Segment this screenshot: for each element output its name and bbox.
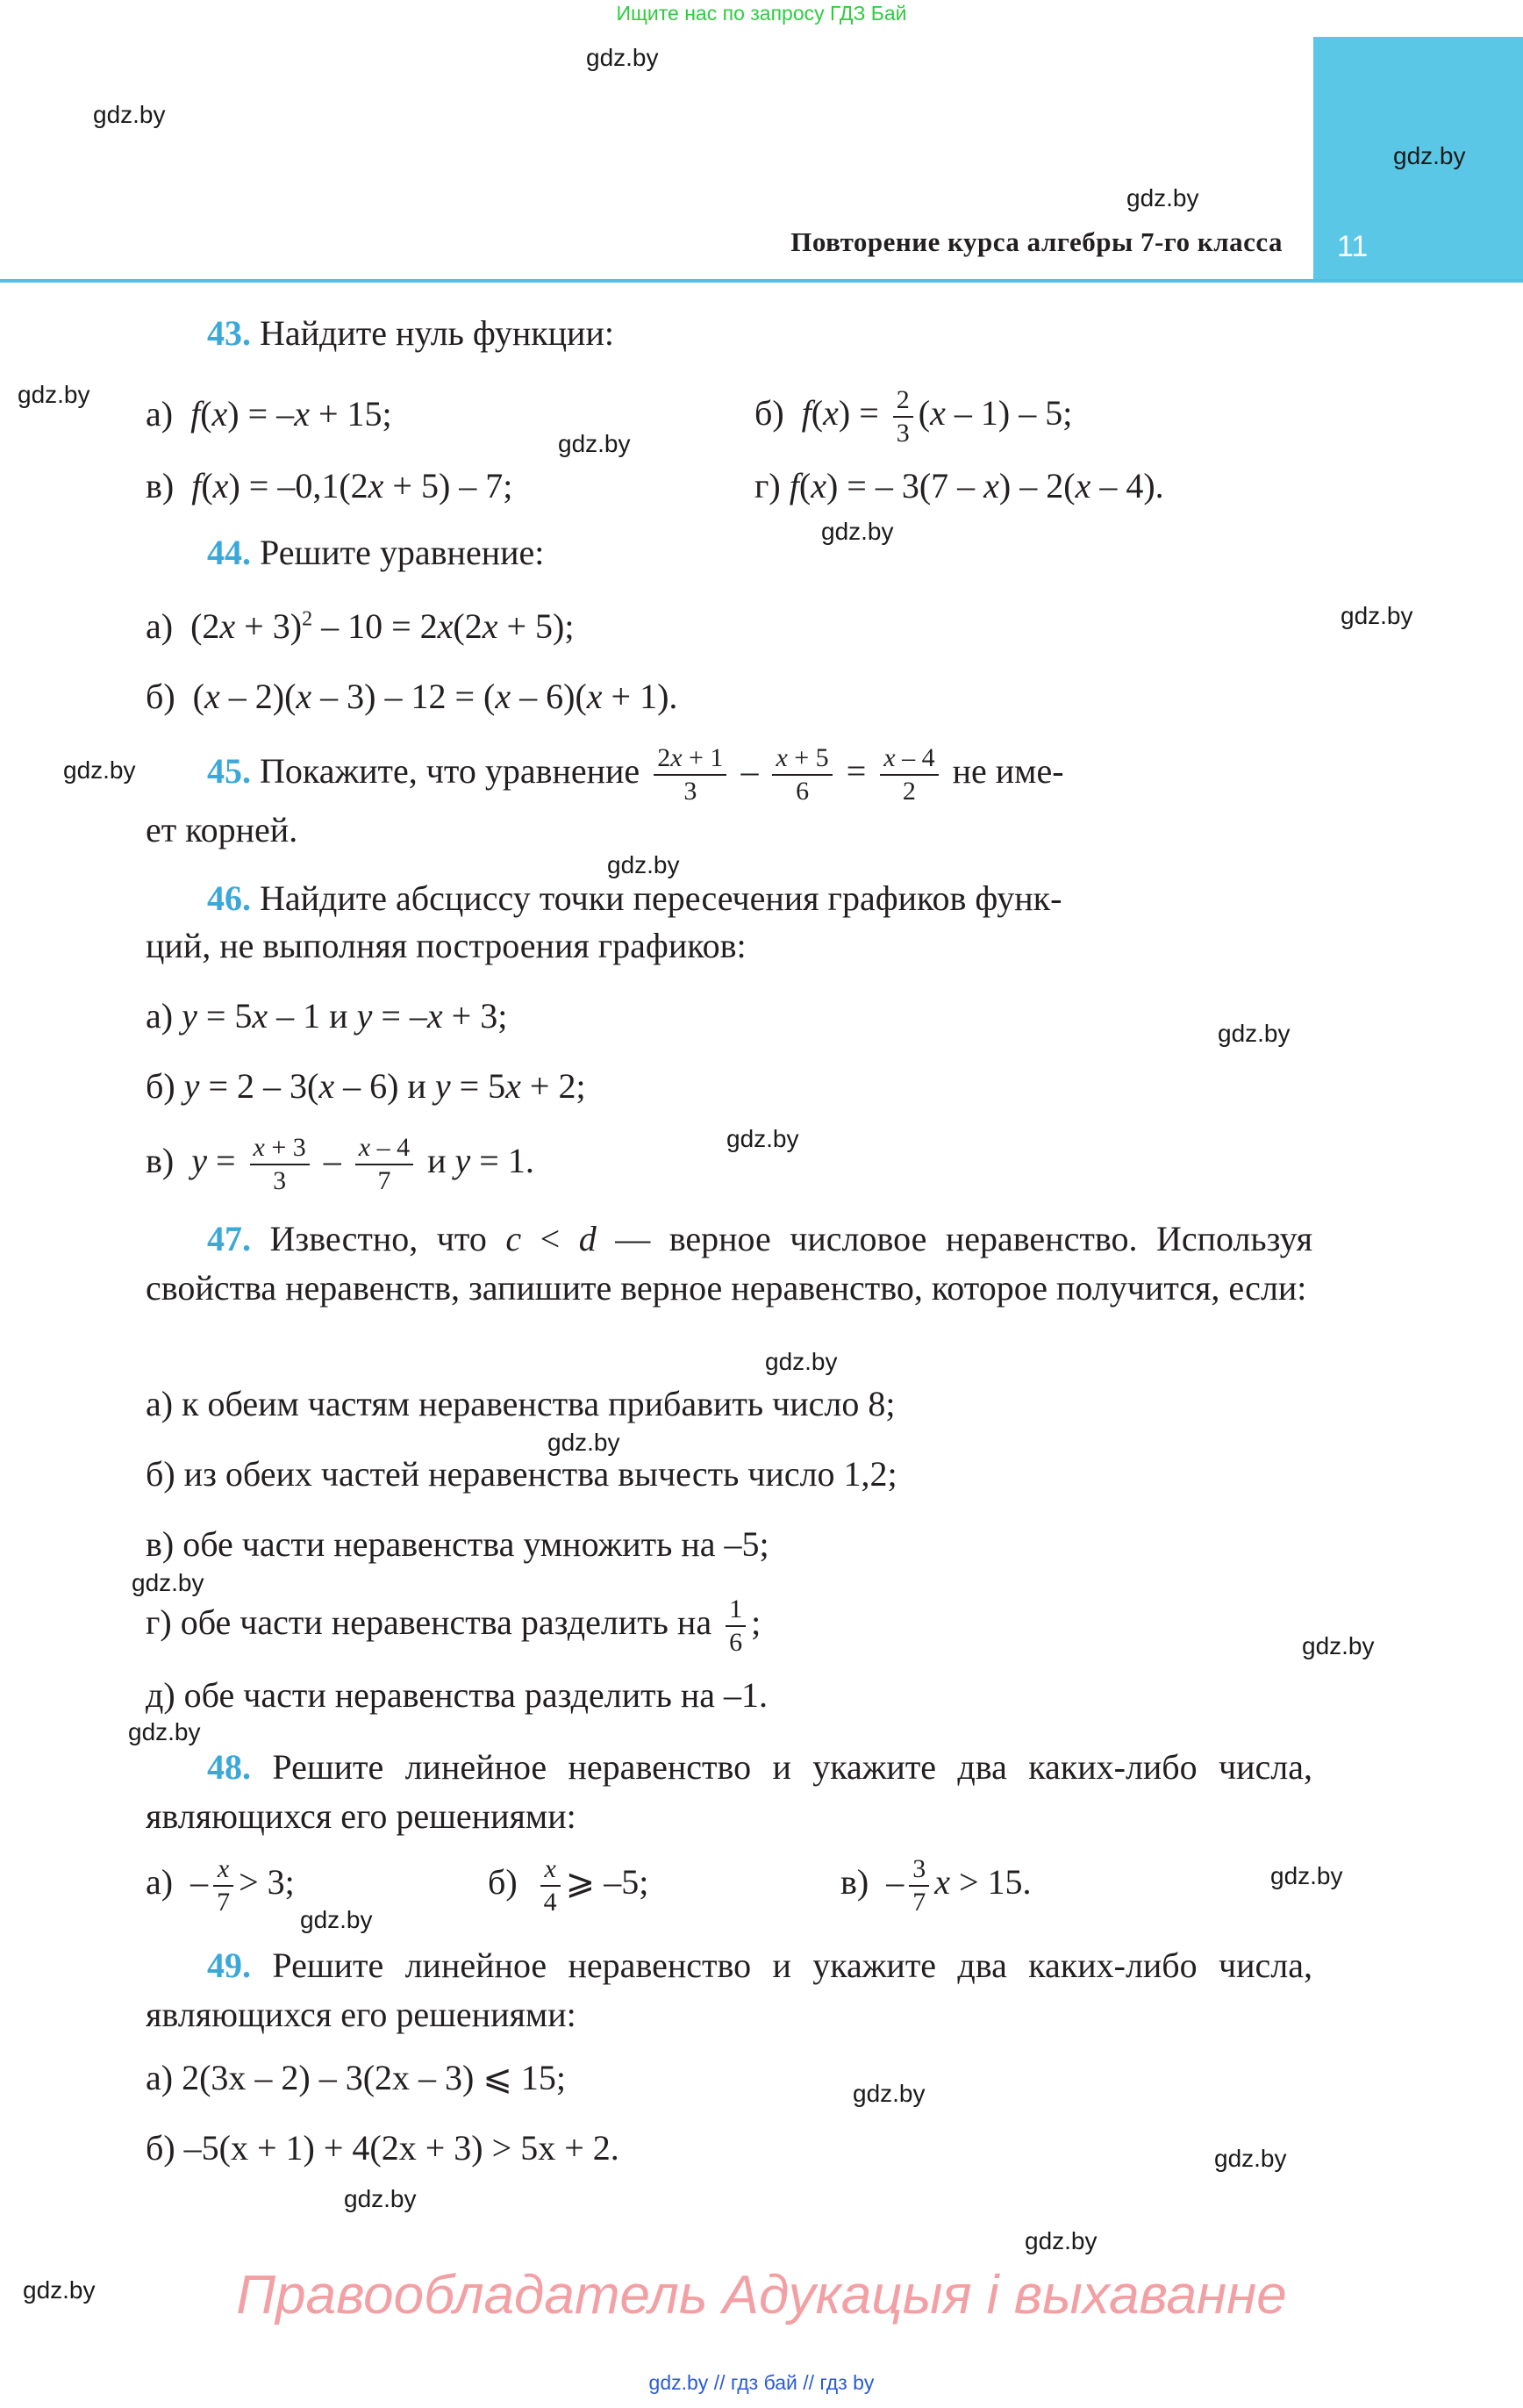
task-44a: а) $(2x + 3)^2 - 10 = 2x(2x + 5)$; [146,606,575,646]
task-43a: а) f(x) = –x + 15; [146,394,392,434]
exercise-number: 45. [207,751,251,792]
task-text: г) обе части неравенства разделить на [146,1602,712,1643]
task-48c: в) – $\frac{3}{7}$ x > 15. [840,1854,1032,1917]
watermark: gdz.by [1218,1020,1291,1047]
page-title: Повторение курса алгебры 7-го класса [790,226,1283,257]
watermark: gdz.by [63,756,136,784]
top-search-hint[interactable]: Ищите нас по запросу ГДЗ Бай [616,2,907,25]
watermark: gdz.by [1393,142,1466,169]
watermark: gdz.by [128,1718,201,1745]
task-47d: г) обе части неравенства разделить на $\frac{1}{6}$ ; [146,1595,762,1657]
watermark: gdz.by [765,1348,838,1375]
task-47b: б) из обеих частей неравенства вычесть число 1,2; [146,1454,897,1494]
exercise-number: 49. [207,1946,251,1985]
task-43c: в) f(x) = –0,1(2x + 5) – 7; [146,466,513,505]
exercise-45-cont: ет корней. [146,810,298,849]
watermark: gdz.by [558,430,631,457]
watermark: gdz.by [1214,2145,1287,2172]
task-47c: в) обе части неравенства умножить на –5; [146,1524,769,1564]
exercise-number: 48. [207,1747,251,1787]
exercise-text: Решите линейное неравенство и укажите два каких-либо числа, являющихся его решениями: [146,1747,1312,1836]
exercise-number: 44. [207,533,251,572]
watermark: gdz.by [1025,2227,1098,2254]
watermark: gdz.by [23,2276,96,2304]
watermark: gdz.by [132,1569,204,1596]
task-43b: б) f(x) = $\frac{2}{3}$ (x – 1) – 5; [754,385,1073,448]
task-47a: а) к обеим частям неравенства прибавить число 8; [146,1384,896,1423]
task-47e: д) обе части неравенства разделить на –1. [146,1675,769,1715]
watermark: gdz.by [1341,602,1413,629]
header-divider [0,279,1523,283]
task-43d: г) f(x) = – 3(7 – x) – 2(x – 4). [754,466,1164,505]
exercise-43 [207,312,614,354]
task-46a: а) y = 5x – 1 и y = –x + 3; [146,996,508,1036]
exercise-45: 45. Покажите, что уравнение $\frac{2x + 1}{3}$ – $\frac{x + 5}{6}$ = $\frac{x - 4}{2}$ не име- [207,743,1064,806]
exercise-46 [207,878,1062,919]
exercise-text: Решите уравнение: [260,533,545,572]
watermark: gdz.by [726,1125,799,1152]
exercise-47: 47. Известно, что c < d — верное числовое неравенство. Используя свойства неравенств, запишите верное неравенство, которое получится, если: [146,1219,1313,1308]
exercise-48 [146,1743,1312,1841]
watermark: gdz.by [1302,1632,1375,1659]
copyright-holder: Правообладатель Адукацыя і выхаванне [236,2265,1287,2326]
watermark: gdz.by [547,1429,620,1456]
exercise-number: 46. [207,878,251,918]
watermark: gdz.by [93,101,166,128]
exercise-text-cont: не име- [952,751,1064,792]
watermark: gdz.by [300,1906,373,1933]
watermark: gdz.by [18,381,90,408]
exercise-49 [146,1941,1312,2039]
watermark: gdz.by [853,2080,926,2107]
exercise-text-cont: — верное числовое неравенство. Используя свойства неравенств, запишите верное неравенство, которое получится, если: [146,1219,1313,1308]
page-number: 11 [1337,230,1369,263]
task-49b: б) –5(x + 1) + 4(2x + 3) > 5x + 2. [146,2128,619,2168]
task-46c: в) y = $\frac{x + 3}{3}$ – $\frac{x - 4}{7}$ и y = 1. [146,1133,534,1195]
exercise-44 [207,532,544,573]
watermark: gdz.by [1270,1862,1343,1889]
watermark: gdz.by [821,518,894,545]
footer-links[interactable]: gdz.by // гдз бай // гдз by [648,2371,875,2394]
watermark: gdz.by [1126,184,1199,211]
watermark: gdz.by [586,44,659,71]
exercise-number: 47. [207,1219,251,1258]
task-44b: б) (x – 2)(x – 3) – 12 = (x – 6)(x + 1). [146,677,678,716]
watermark: gdz.by [607,851,680,878]
exercise-text: Найдите нуль функции: [260,313,614,353]
watermark: gdz.by [344,2185,417,2212]
exercise-text: Известно, что [269,1219,487,1258]
task-49a: а) 2(3x – 2) – 3(2x – 3) ⩽ 15; [146,2058,566,2097]
exercise-text: Решите линейное неравенство и укажите два каких-либо числа, являющихся его решениями: [146,1946,1312,2034]
task-46b: б) y = 2 – 3(x – 6) и y = 5x + 2; [146,1066,586,1106]
exercise-number: 43. [207,313,251,353]
exercise-text: Покажите, что уравнение [260,751,640,792]
exercise-46-cont: ций, не выполняя построения графиков: [146,926,747,965]
task-48b: б) $\frac{x}{4}$ ⩾ –5; [488,1854,649,1917]
exercise-text: Найдите абсциссу точки пересечения графиков функ- [260,878,1062,918]
task-48a: а) – $\frac{x}{7}$ > 3; [146,1854,295,1917]
